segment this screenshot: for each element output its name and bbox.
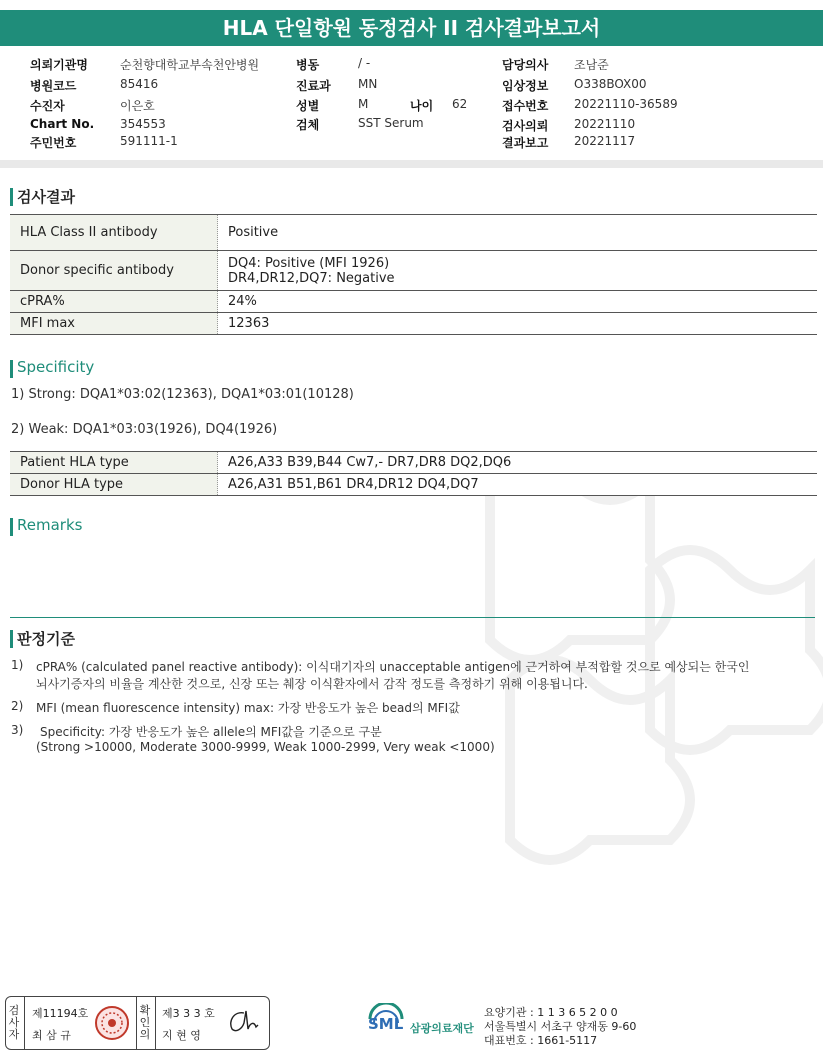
logo-text: SML — [368, 1015, 404, 1033]
criteria-heading — [10, 628, 210, 650]
signature-box — [5, 996, 270, 1050]
hla-value: A26,A31 B51,B61 DR4,DR12 DQ4,DQ7 — [218, 474, 818, 496]
inspector-name: 최 삼 규 — [32, 1029, 71, 1042]
result-value: Positive — [218, 215, 818, 251]
result-value: 24% — [218, 291, 818, 313]
table-row — [10, 313, 817, 335]
resident-label: 주민번호 — [30, 136, 77, 150]
chart-value: 354553 — [120, 117, 166, 131]
criteria-heading-text: 판정기준 — [17, 630, 75, 648]
divider-line — [24, 997, 25, 1049]
criteria-text: Specificity: 가장 반응도가 높은 allele의 MFI값을 기준으로 구분 — [40, 725, 382, 739]
criteria-text: (Strong >10000, Moderate 3000-9999, Weak 1000-2999, Very weak <1000) — [36, 740, 495, 754]
age-label: 나이 — [410, 99, 434, 113]
report-value: 20221117 — [574, 134, 636, 148]
hla-value: A26,A33 B39,B44 Cw7,- DR7,DR8 DQ2,DQ6 — [218, 452, 818, 474]
hospital-code-value: 85416 — [120, 77, 159, 91]
clinical-label: 임상정보 — [502, 79, 549, 93]
hla-table — [10, 451, 817, 496]
clinical-value: O338BOX00 — [574, 77, 647, 91]
age-value: 62 — [452, 97, 468, 111]
result-value-multi — [218, 251, 818, 291]
table-row — [10, 452, 817, 474]
specimen-label: 검체 — [296, 118, 320, 132]
ward-label: 병동 — [296, 58, 320, 72]
confirmer-label: 확인의 — [139, 1004, 151, 1041]
org-name: 삼광의료재단 — [410, 1022, 474, 1035]
remarks-divider — [10, 617, 815, 618]
section-bar — [10, 630, 13, 648]
hla-key: Donor HLA type — [10, 474, 218, 496]
receipt-value: 20221110-36589 — [574, 97, 678, 111]
specificity-heading — [10, 358, 210, 380]
results-heading-text: 검사결과 — [17, 188, 75, 206]
result-value: 12363 — [218, 313, 818, 335]
table-row — [10, 474, 817, 496]
org-code: 요양기관 : 1 1 3 6 5 2 0 0 — [484, 1006, 618, 1019]
request-value: 20221110 — [574, 117, 636, 131]
specificity-strong: 1) Strong: DQA1*03:02(12363), DQA1*03:01(10128) — [11, 387, 354, 402]
chart-label: Chart No. — [30, 117, 95, 131]
result-key: HLA Class II antibody — [10, 215, 218, 251]
confirmer-number: 제3 3 3 호 — [162, 1007, 215, 1020]
header-divider — [0, 160, 823, 168]
section-bar — [10, 360, 13, 378]
specimen-value: SST Serum — [358, 116, 424, 130]
criteria-num: 1) — [11, 658, 24, 672]
results-table — [10, 214, 817, 335]
table-row — [10, 251, 817, 291]
table-row — [10, 215, 817, 251]
inspector-number: 제11194호 — [32, 1007, 89, 1020]
results-heading — [10, 186, 210, 208]
confirmer-name: 지 현 영 — [162, 1029, 201, 1042]
request-label: 검사의뢰 — [502, 119, 549, 133]
criteria-text: 뇌사기증자의 비율을 계산한 것으로, 신장 또는 췌장 이식환자에서 감작 정도를 측정하기 위해 이용됩니다. — [36, 677, 588, 691]
result-key: cPRA% — [10, 291, 218, 313]
remarks-heading-text: Remarks — [17, 516, 83, 534]
criteria-num: 3) — [11, 723, 24, 737]
report-label: 결과보고 — [502, 136, 549, 150]
table-row — [10, 291, 817, 313]
patient-label: 수진자 — [30, 99, 65, 113]
sex-value: M — [358, 97, 369, 111]
doctor-label: 담당의사 — [502, 58, 549, 72]
remarks-heading — [10, 516, 210, 538]
criteria-text: MFI (mean fluorescence intensity) max: 가장 반응도가 높은 bead의 MFI값 — [36, 701, 460, 715]
institution-label: 의뢰기관명 — [30, 58, 88, 72]
receipt-label: 접수번호 — [502, 99, 549, 113]
signature-icon — [224, 1007, 262, 1037]
hla-key: Patient HLA type — [10, 452, 218, 474]
resident-value: 591111-1 — [120, 134, 178, 148]
result-key: Donor specific antibody — [10, 251, 218, 291]
hospital-code-label: 병원코드 — [30, 79, 77, 93]
inspector-label: 검사자 — [8, 1004, 20, 1041]
patient-info — [0, 54, 823, 166]
result-value-line: DQ4: Positive (MFI 1926) — [228, 255, 390, 271]
patient-value: 이은호 — [120, 99, 155, 113]
specificity-heading-text: Specificity — [17, 358, 95, 376]
seal-icon — [94, 1005, 130, 1041]
divider-line — [155, 997, 156, 1049]
specificity-weak: 2) Weak: DQA1*03:03(1926), DQ4(1926) — [11, 422, 278, 437]
institution-value: 순천향대학교부속천안병원 — [120, 58, 260, 72]
result-value-line: DR4,DR12,DQ7: Negative — [228, 270, 395, 286]
org-phone: 대표번호 : 1661-5117 — [484, 1034, 598, 1047]
criteria-text: cPRA% (calculated panel reactive antibody): 이식대기자의 unacceptable antigen에 근거하여 부적합할 것으로 예상되는 한국인 — [36, 660, 750, 674]
ward-value: / - — [358, 56, 371, 70]
dept-value: MN — [358, 77, 378, 91]
sex-label: 성별 — [296, 99, 320, 113]
doctor-value: 조남준 — [574, 58, 609, 72]
org-address: 서울특별시 서초구 양재동 9-60 — [484, 1020, 637, 1033]
result-key: MFI max — [10, 313, 218, 335]
section-bar — [10, 188, 13, 206]
divider-line — [136, 997, 137, 1049]
report-footer — [0, 993, 823, 1053]
report-title: HLA 단일항원 동정검사 II 검사결과보고서 — [0, 10, 823, 46]
dept-label: 진료과 — [296, 79, 331, 93]
section-bar — [10, 518, 13, 536]
criteria-num: 2) — [11, 699, 24, 713]
